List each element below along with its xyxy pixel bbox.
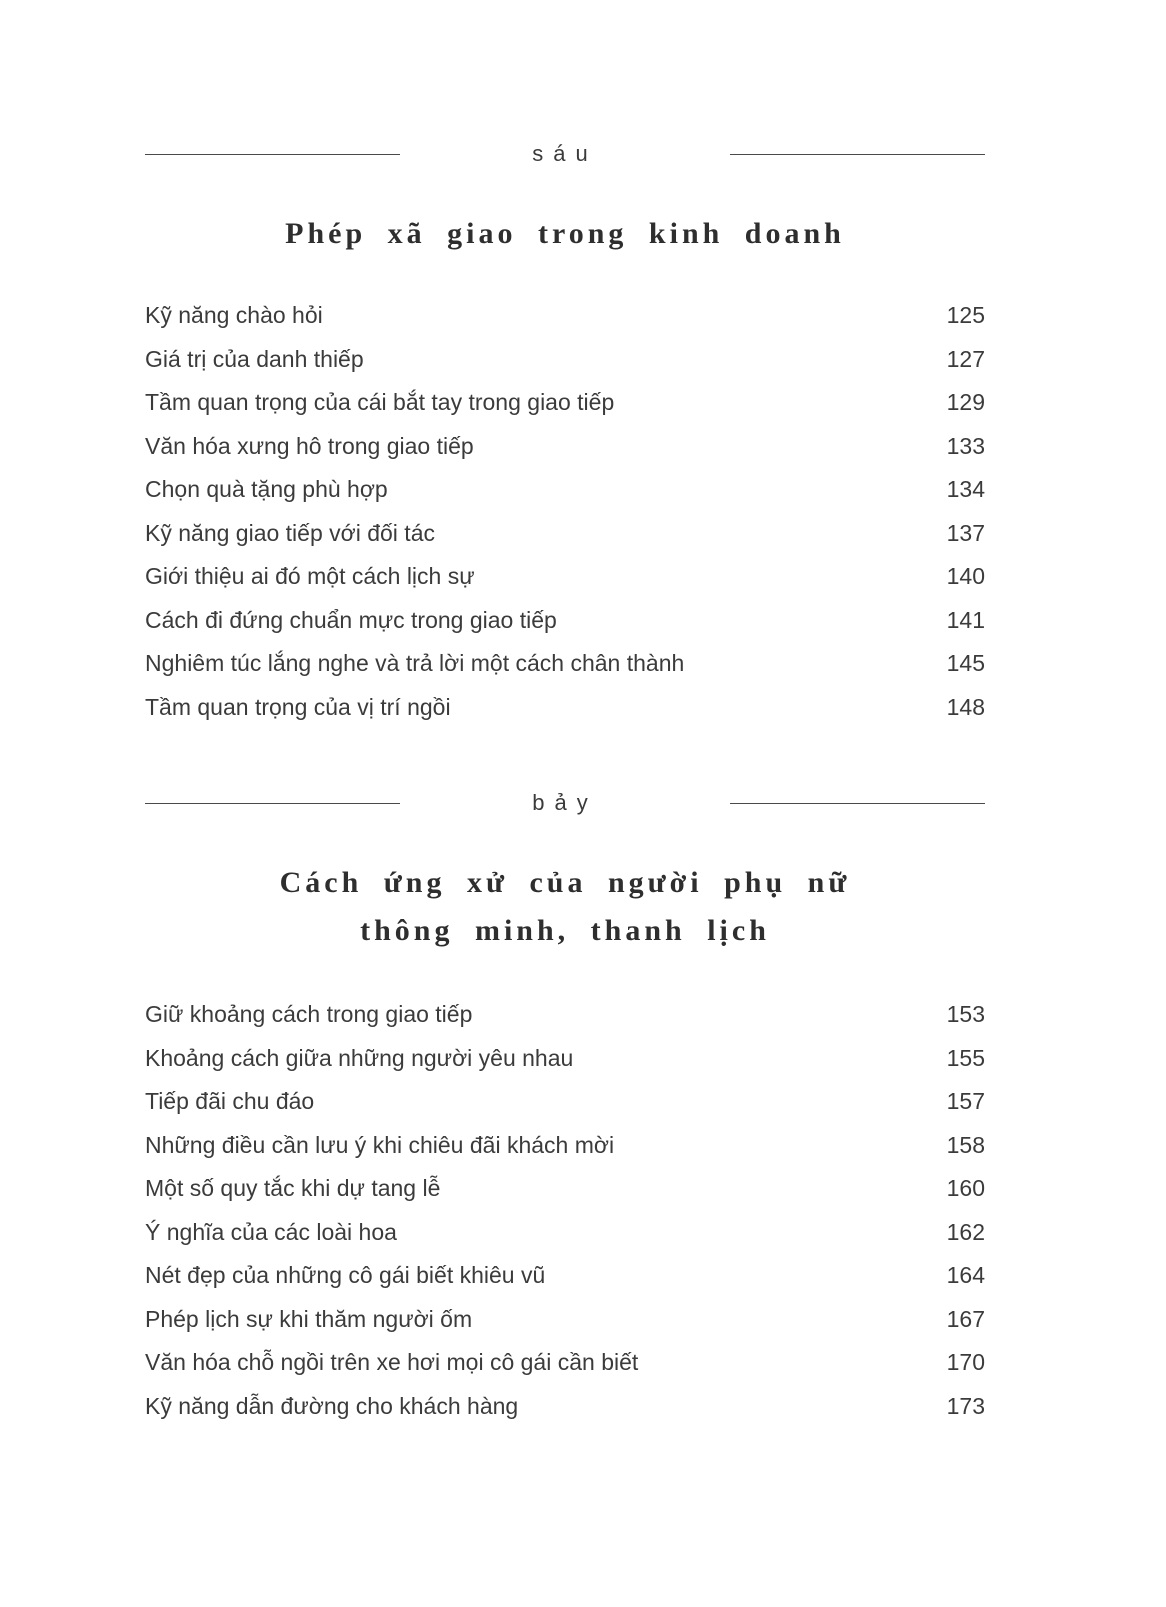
toc-entry [145,1045,985,1089]
toc-entry-page: 125 [946,302,985,328]
chapter-seven-toc [145,1001,985,1436]
toc-entry-title: Giới thiệu ai đó một cách lịch sự [145,563,475,589]
chapter-seven-title-line-1: Cách ứng xử của người phụ nữ [279,866,851,899]
toc-entry-page: 140 [946,563,985,589]
toc-entry-title: Khoảng cách giữa những người yêu nhau [145,1044,574,1071]
chapter-seven-section [145,789,985,1436]
toc-entry [145,389,985,433]
toc-entry-page: 157 [946,1088,985,1114]
toc-entry [145,694,985,738]
toc-entry-title: Nghiêm túc lắng nghe và trả lời một cách chân thành [145,650,685,676]
toc-entry-page: 173 [946,1392,985,1419]
chapter-seven-title [145,859,985,955]
toc-entry-title: Ý nghĩa của các loài hoa [145,1218,397,1245]
toc-entry-page: 148 [946,693,985,720]
toc-entry-page: 134 [946,476,985,502]
toc-entry-title: Phép lịch sự khi thăm người ốm [145,1305,473,1332]
toc-entry [145,1219,985,1263]
header-rule-right [730,803,985,804]
toc-entry-title: Kỹ năng giao tiếp với đối tác [145,519,435,546]
toc-entry-page: 160 [946,1175,985,1201]
toc-entry-title: Giá trị của danh thiếp [145,345,364,372]
toc-entry-page: 167 [946,1305,985,1332]
chapter-six-label: sáu [532,141,598,166]
chapter-seven-header [145,789,985,817]
toc-entry-title: Cách đi đứng chuẩn mực trong giao tiếp [145,606,557,633]
toc-entry-title: Văn hóa chỗ ngồi trên xe hơi mọi cô gái cần biết [145,1349,639,1375]
toc-entry-page: 133 [946,432,985,459]
chapter-six-section [145,140,985,737]
toc-entry-title: Kỹ năng chào hỏi [145,302,323,328]
toc-entry [145,346,985,390]
chapter-seven-label: bảy [532,790,598,815]
chapter-six-title [145,210,985,258]
toc-entry-title: Một số quy tắc khi dự tang lễ [145,1175,441,1201]
chapter-six-title-line: Phép xã giao trong kinh doanh [285,217,845,250]
header-rule-right [730,154,985,155]
toc-entry-title: Chọn quà tặng phù hợp [145,476,388,502]
toc-entry-page: 141 [946,606,985,633]
toc-entry [145,607,985,651]
toc-entry-title: Văn hóa xưng hô trong giao tiếp [145,432,474,459]
toc-entry [145,520,985,564]
toc-entry [145,1393,985,1437]
toc-entry-page: 145 [946,650,985,676]
toc-entry [145,1088,985,1132]
toc-entry-title: Những điều cần lưu ý khi chiêu đãi khách mời [145,1131,615,1158]
chapter-seven-title-line-2: thông minh, thanh lịch [360,914,770,947]
toc-entry [145,1132,985,1176]
chapter-six-header [145,140,985,168]
toc-entry-page: 170 [946,1349,985,1375]
toc-entry [145,650,985,694]
toc-entry-page: 129 [946,389,985,415]
toc-entry [145,433,985,477]
toc-entry [145,1001,985,1045]
toc-entry-page: 153 [946,1001,985,1027]
header-rule-left [145,154,400,155]
toc-entry-title: Tầm quan trọng của cái bắt tay trong giao tiếp [145,389,615,415]
toc-entry-title: Nét đẹp của những cô gái biết khiêu vũ [145,1262,546,1288]
toc-entry-title: Kỹ năng dẫn đường cho khách hàng [145,1392,519,1419]
toc-entry-title: Tầm quan trọng của vị trí ngồi [145,693,451,720]
chapter-six-toc [145,302,985,737]
toc-entry-title: Giữ khoảng cách trong giao tiếp [145,1001,473,1027]
toc-entry-page: 158 [946,1131,985,1158]
toc-entry-page: 162 [946,1218,985,1245]
toc-entry-page: 155 [946,1044,985,1071]
toc-entry [145,563,985,607]
toc-entry [145,1175,985,1219]
toc-entry-page: 127 [946,345,985,372]
toc-entry [145,1262,985,1306]
toc-entry-title: Tiếp đãi chu đáo [145,1088,315,1114]
toc-entry [145,302,985,346]
toc-entry [145,1349,985,1393]
header-rule-left [145,803,400,804]
toc-entry [145,1306,985,1350]
toc-entry-page: 137 [946,519,985,546]
toc-entry [145,476,985,520]
toc-entry-page: 164 [946,1262,985,1288]
